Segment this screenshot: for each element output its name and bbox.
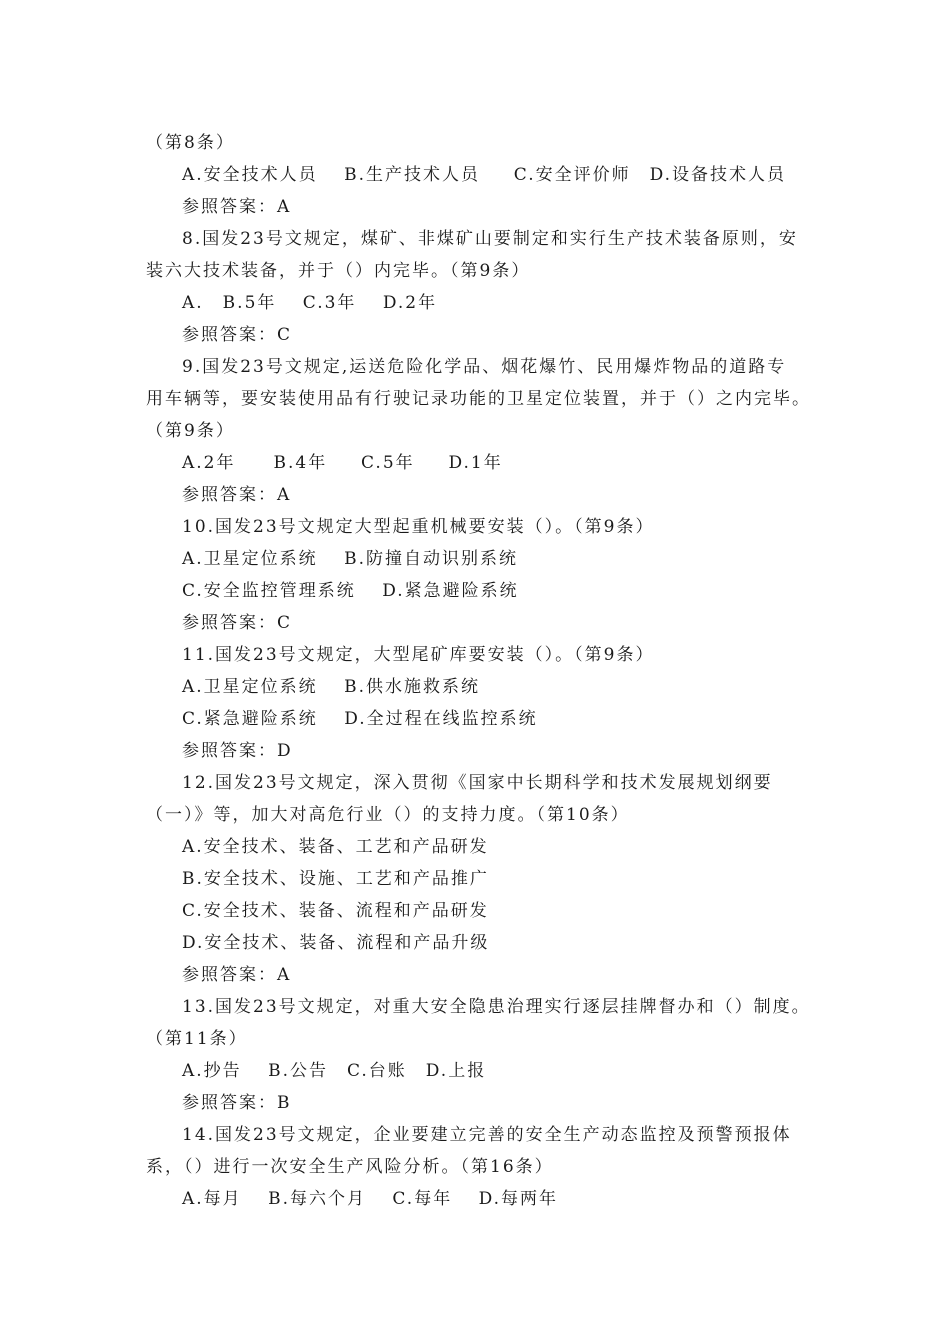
answer-options: C.安全监控管理系统 D.紧急避险系统 [182,581,519,601]
question-text: 8.国发23号文规定，煤矿、非煤矿山要制定和实行生产技术装备原则，安 [182,229,798,249]
question-text: 11.国发23号文规定，大型尾矿库要安装（）。（第9条） [182,645,655,665]
question-text: （一）》等，加大对高危行业（）的支持力度。（第10条） [146,805,630,825]
reference-answer: 参照答案：D [182,741,293,761]
answer-options: C.紧急避险系统 D.全过程在线监控系统 [182,709,538,729]
answer-options: A.每月 B.每六个月 C.每年 D.每两年 [182,1189,559,1209]
reference-answer: 参照答案：C [182,613,293,633]
question-text: 13.国发23号文规定，对重大安全隐患治理实行逐层挂牌督办和（）制度。 [182,997,811,1017]
article-reference: （第8条） [146,133,235,153]
question-text: 10.国发23号文规定大型起重机械要安装（）。（第9条） [182,517,655,537]
question-text: 9.国发23号文规定,运送危险化学品、烟花爆竹、民用爆炸物品的道路专 [182,357,787,377]
question-text: 12.国发23号文规定，深入贯彻《国家中长期科学和技术发展规划纲要 [182,773,773,793]
question-text: 14.国发23号文规定，企业要建立完善的安全生产动态监控及预警预报体 [182,1125,792,1145]
article-reference: （第9条） [146,421,235,441]
answer-options: A.卫星定位系统 B.供水施救系统 [182,677,480,697]
answer-options: A.2年 B.4年 C.5年 D.1年 [182,453,503,473]
answer-options: A.安全技术、装备、工艺和产品研发 [182,837,489,857]
answer-options: B.安全技术、设施、工艺和产品推广 [182,869,489,889]
reference-answer: 参照答案：A [182,485,292,505]
question-text: 装六大技术装备，并于（）内完毕。（第9条） [146,261,531,281]
reference-answer: 参照答案：C [182,325,293,345]
answer-options: A. B.5年 C.3年 D.2年 [182,293,438,313]
answer-options: D.安全技术、装备、流程和产品升级 [182,933,490,953]
reference-answer: 参照答案：B [182,1093,292,1113]
answer-options: A.卫星定位系统 B.防撞自动识别系统 [182,549,518,569]
question-text: 系，（）进行一次安全生产风险分析。（第16条） [146,1157,554,1177]
answer-options: A.抄告 B.公告 C.台账 D.上报 [182,1061,487,1081]
question-text: 用车辆等，要安装使用品有行驶记录功能的卫星定位装置，并于（）之内完毕。 [146,389,811,409]
reference-answer: 参照答案：A [182,197,292,217]
reference-answer: 参照答案：A [182,965,292,985]
article-reference: （第11条） [146,1029,248,1049]
answer-options: C.安全技术、装备、流程和产品研发 [182,901,489,921]
answer-options: A.安全技术人员 B.生产技术人员 C.安全评价师 D.设备技术人员 [182,165,787,185]
